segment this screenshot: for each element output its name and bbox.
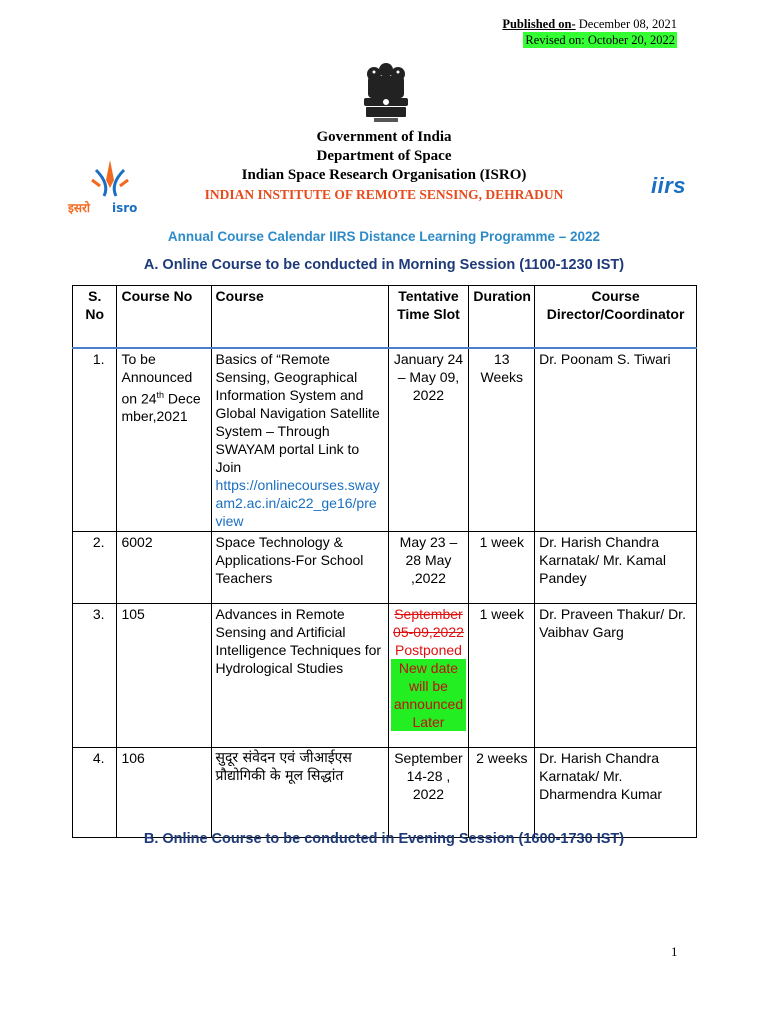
course-no-text-b: December,2021 bbox=[121, 390, 201, 425]
cell-director: Dr. Harish Chandra Karnatak/ Mr. Dharmendra Kumar bbox=[535, 747, 697, 837]
org-line-institute: INDIAN INSTITUTE OF REMOTE SENSING, DEHRADUN bbox=[204, 187, 564, 202]
cell-director: Dr. Poonam S. Tiwari bbox=[535, 348, 697, 532]
published-line bbox=[502, 16, 677, 32]
cell-duration: 1 week bbox=[469, 603, 535, 747]
cell-course bbox=[211, 348, 388, 532]
table-row bbox=[73, 348, 697, 532]
course-no-text: To be Announced on 24 bbox=[121, 350, 193, 407]
document-title: Annual Course Calendar IIRS Distance Learning Programme – 2022 bbox=[167, 229, 601, 244]
cell-course-no: 6002 bbox=[117, 531, 211, 603]
publication-meta bbox=[502, 16, 677, 48]
cell-duration: 2 weeks bbox=[469, 747, 535, 837]
cell-slot: September 14-28 , 2022 bbox=[388, 747, 469, 837]
published-date: December 08, 2021 bbox=[575, 17, 677, 31]
cell-duration: 1 week bbox=[469, 531, 535, 603]
cell-sno: 3. bbox=[73, 603, 117, 747]
cell-slot: January 24 – May 09, 2022 bbox=[388, 348, 469, 532]
course-table bbox=[72, 285, 697, 838]
org-line-department: Department of Space bbox=[316, 148, 452, 164]
cell-course: Advances in Remote Sensing and Artificial Intelligence Techniques for Hydrological Studies bbox=[211, 603, 388, 747]
cell-slot: May 23 – 28 May ,2022 bbox=[388, 531, 469, 603]
published-label: Published on- bbox=[502, 17, 576, 31]
svg-text:इसरो: इसरो bbox=[68, 201, 91, 215]
header-course-no: Course No bbox=[117, 286, 211, 348]
cell-course: सुदूर संवेदन एवं जीआईएस प्रौद्योगिकी के मूल सिद्धांत bbox=[211, 747, 388, 837]
table-header-row bbox=[73, 286, 697, 348]
header-course: Course bbox=[211, 286, 388, 348]
header-director: Course Director/Coordinator bbox=[535, 286, 697, 348]
cell-duration: 13 Weeks bbox=[469, 348, 535, 532]
cell-course-no bbox=[117, 348, 211, 532]
svg-text:isro: isro bbox=[112, 201, 138, 215]
cell-director: Dr. Harish Chandra Karnatak/ Mr. Kamal Pandey bbox=[535, 531, 697, 603]
org-line-isro: Indian Space Research Organisation (ISRO) bbox=[241, 167, 527, 183]
course-no-sup: th bbox=[156, 389, 165, 400]
cell-director: Dr. Praveen Thakur/ Dr. Vaibhav Garg bbox=[535, 603, 697, 747]
header-duration: Duration bbox=[469, 286, 535, 348]
iirs-logo: iirs bbox=[651, 173, 687, 198]
cell-sno: 2. bbox=[73, 531, 117, 603]
slot-postponed: Postponed bbox=[394, 641, 462, 658]
cell-course-no: 106 bbox=[117, 747, 211, 837]
swayam-link[interactable]: https://onlinecourses.swayam2.ac.in/aic22_ge16/preview bbox=[215, 476, 380, 529]
cell-sno: 1. bbox=[73, 348, 117, 532]
table-row bbox=[73, 531, 697, 603]
header-slot: Tentative Time Slot bbox=[388, 286, 469, 348]
cell-sno: 4. bbox=[73, 747, 117, 837]
section-b-heading: B. Online Course to be conducted in Evening Session (1600-1730 IST) bbox=[143, 831, 625, 847]
table-row bbox=[73, 747, 697, 837]
cell-course-no: 105 bbox=[117, 603, 211, 747]
organisation-header bbox=[0, 128, 768, 204]
cell-course: Space Technology & Applications-For School Teachers bbox=[211, 531, 388, 603]
national-emblem-icon bbox=[352, 60, 420, 134]
header-sno: S. No bbox=[73, 286, 117, 348]
slot-new-date-notice: New date will be announced Later bbox=[391, 659, 467, 731]
section-a-heading: A. Online Course to be conducted in Morning Session (1100-1230 IST) bbox=[143, 257, 625, 273]
course-title: Basics of “Remote Sensing, Geographical Information System and Global Navigation Satellite System – Through SWAYAM portal Link to Join bbox=[215, 350, 380, 475]
slot-struck-date: September 05-09,2022 bbox=[393, 605, 464, 640]
org-line-government: Government of India bbox=[316, 129, 452, 145]
table-row bbox=[73, 603, 697, 747]
cell-slot bbox=[388, 603, 469, 747]
page-number: 1 bbox=[671, 944, 678, 959]
revised-date: Revised on: October 20, 2022 bbox=[525, 33, 675, 47]
